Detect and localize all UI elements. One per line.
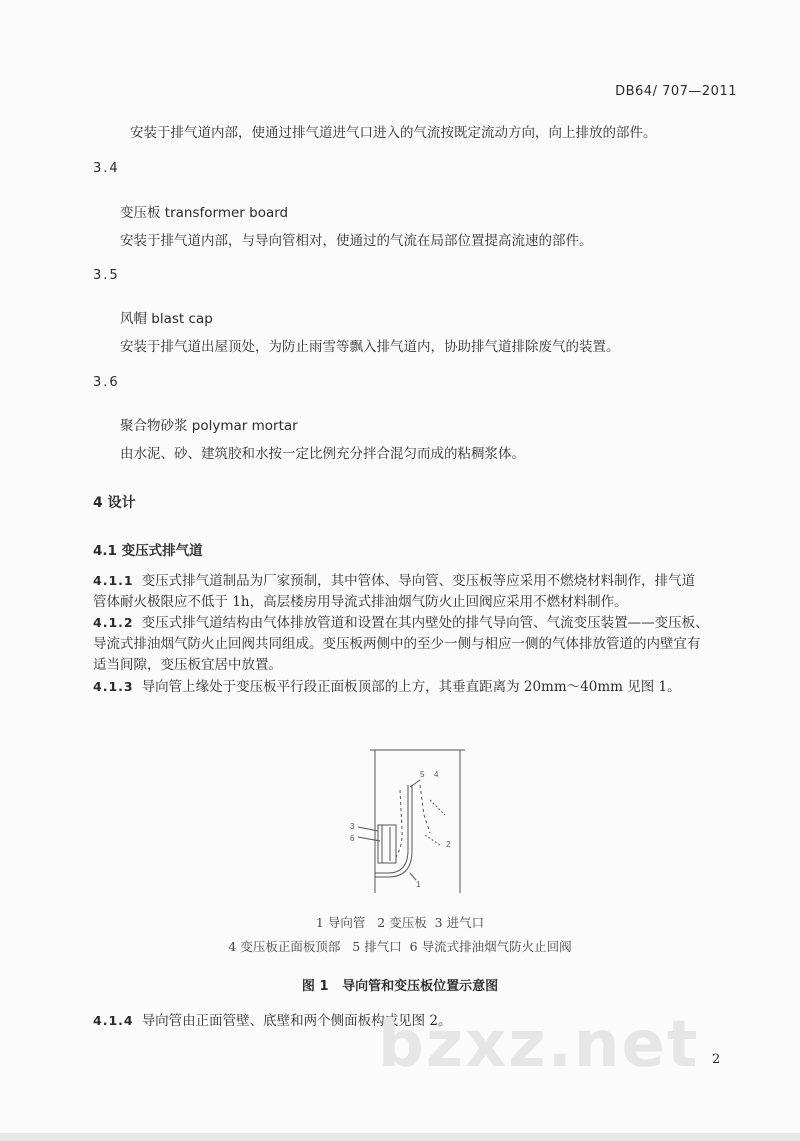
transformer-board [378,825,396,863]
term-title: 风帽 blast cap [120,311,213,327]
figure-1-diagram [330,745,470,895]
clause-line: 导流式排油烟气防火止回阀共同组成。变压板两侧中的至少一侧与相应一侧的气体排放管道的内壁宜有 [93,636,701,652]
term-number: 3.6 [93,375,120,390]
label-4: 4 [434,770,439,779]
clause-line: 变压式排气道制品为厂家预制，其中管体、导向管、变压板等应采用不燃烧材料制作，排气道 [141,573,696,589]
term-definition: 安装于排气道出屋顶处，为防止雨雪等飘入排气道内，协助排气道排除废气的装置。 [120,339,620,355]
clause-4-1-2 [93,612,733,676]
clause-line: 导向管上缘处于变压板平行段正面板顶部的上方，其垂直距离为 20mm～40mm 见图 1。 [141,679,681,695]
intro-definition: 安装于排气道内部，使通过排气道进气口进入的气流按既定流动方向，向上排放的部件。 [130,125,657,141]
subsection-heading: 4.1 变压式排气道 [93,543,203,559]
airflow-dashed [396,790,402,857]
term-title: 聚合物砂浆 polymar mortar [120,418,298,434]
standard-number: DB64/ 707—2011 [615,84,737,99]
label-6: 6 [350,834,355,843]
term-number: 3.4 [93,161,120,176]
label-3: 3 [350,822,355,831]
watermark: bzxz.net [378,1008,700,1082]
clause-number: 4.1.3 [93,679,134,694]
term-title: 变压板 transformer board [120,205,289,221]
clause-line: 适当间隙，变压板宜居中放置。 [93,657,282,673]
guide-pipe [375,785,408,873]
clause-line: 变压式排气道结构由气体排放管道和设置在其内壁处的排气导向管、气流变压装置——变压板、 [141,615,709,631]
figure-caption: 图 1 导向管和变压板位置示意图 [301,979,499,994]
clause-number: 4.1.2 [93,615,134,630]
label-1: 1 [416,880,421,889]
clause-number: 4.1.4 [93,1013,134,1028]
figure-legend-line: 4 变压板正面板顶部 5 排气口 6 导流式排油烟气防火止回阀 [228,939,572,954]
page-bottom-edge [0,1133,800,1141]
label-5: 5 [420,770,425,779]
page-number: 2 [712,1052,721,1067]
clause-line: 导向管由正面管壁、底壁和两个侧面板构成见图 2。 [141,1013,452,1029]
term-definition: 由水泥、砂、建筑胶和水按一定比例充分拌合混匀而成的粘稠浆体。 [120,446,525,462]
label-2: 2 [446,840,451,849]
term-number: 3.5 [93,268,120,283]
figure-legend-line: 1 导向管 2 变压板 3 进气口 [315,915,485,930]
clause-4-1-1 [93,570,733,613]
clause-line: 管体耐火极限应不低于 1h，高层楼房用导流式排油烟气防火止回阀应采用不燃材料制作。 [93,594,628,610]
clause-4-1-3 [93,676,733,698]
clause-number: 4.1.1 [93,573,134,588]
section-heading: 4 设计 [93,495,136,511]
term-definition: 安装于排气道内部，与导向管相对，使通过的气流在局部位置提高流速的部件。 [120,233,593,249]
